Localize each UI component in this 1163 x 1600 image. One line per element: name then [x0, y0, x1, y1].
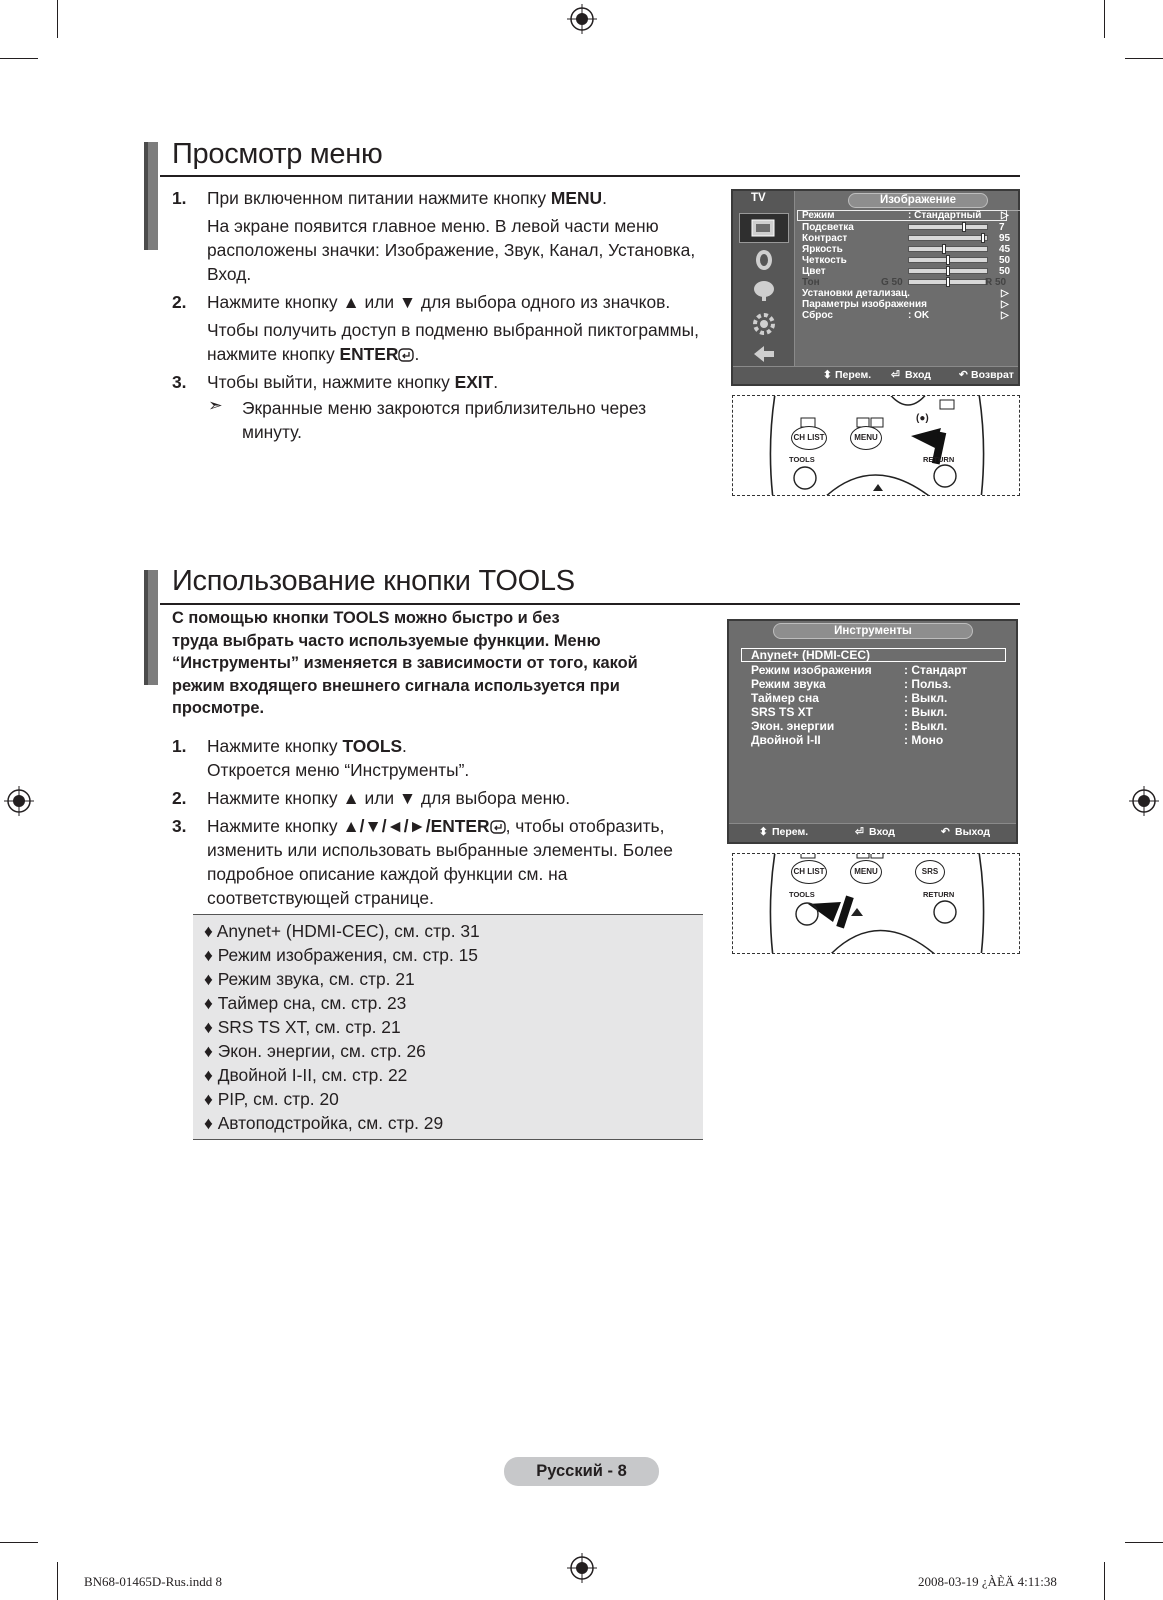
enter-icon: ⏎: [855, 826, 864, 838]
return-label: RETURN: [923, 890, 955, 899]
step-number: 2.: [172, 292, 187, 312]
step-text: .: [493, 372, 499, 392]
osd-slider-knob: [946, 255, 950, 265]
tools-label: TOOLS: [789, 890, 815, 899]
tools-step-3-detail: изменить или использовать выбранные элементы. Более: [207, 840, 673, 860]
osd-row-label: Параметры изображения: [802, 299, 927, 310]
enter-icon: ⏎: [891, 369, 900, 381]
osd-tv-label: TV: [751, 192, 766, 204]
ch-list-button[interactable]: CH LIST: [791, 860, 827, 884]
step-number: 3.: [172, 372, 187, 392]
tools-step-2-text: Нажмите кнопку ▲ или ▼ для выбора меню.: [207, 788, 571, 808]
enter-icon: [490, 820, 506, 834]
registration-mark-icon: [1129, 786, 1159, 816]
page-number-badge: Русский - 8: [504, 1457, 659, 1486]
reference-item: ♦ Автоподстройка, см. стр. 29: [204, 1113, 444, 1133]
key-name: ENTER: [339, 344, 399, 364]
mute-icon: (●): [916, 413, 929, 424]
osd-row-value: 50: [999, 255, 1011, 266]
setup-gear-icon: [751, 311, 777, 337]
remote-illustration-tools: [732, 853, 1020, 954]
osd-footer-return: Возврат: [971, 369, 1014, 381]
intro-text: труда выбрать часто используемые функции. Меню: [172, 632, 601, 650]
step-2-detail: [207, 342, 419, 366]
step-text: Чтобы выйти, нажмите кнопку: [207, 372, 455, 392]
osd-row-value: 7: [999, 222, 1005, 233]
osd-row-value: : Выкл.: [904, 691, 948, 705]
step-number: 1.: [172, 736, 187, 756]
step-3-text: [207, 370, 498, 394]
crop-mark: [0, 1542, 38, 1543]
intro-text: режим входящего внешнего сигнала используется при: [172, 677, 620, 695]
step-text: .: [414, 344, 420, 364]
osd-slider: [908, 235, 988, 241]
osd-row-value: 50: [999, 266, 1011, 277]
reference-item: ♦ Режим звука, см. стр. 21: [204, 969, 415, 989]
channel-icon: [751, 279, 777, 303]
enter-icon: [398, 348, 414, 362]
osd-row-arrow-icon: ▷: [1001, 210, 1009, 221]
intro-text: “Инструменты” изменяется в зависимости от того, какой: [172, 654, 638, 672]
intro-text: С помощью кнопки TOOLS можно быстро и без: [172, 609, 560, 627]
step-text: .: [602, 188, 607, 208]
reference-item: ♦ SRS TS XT, см. стр. 21: [204, 1017, 401, 1037]
step-number: 3.: [172, 816, 187, 836]
section-title-menu: Просмотр меню: [172, 138, 383, 170]
osd-row-label: Экон. энергии: [751, 719, 835, 733]
osd-row-label: Цвет: [802, 266, 826, 277]
step-text: , чтобы отобразить,: [505, 816, 665, 836]
step-number: 2.: [172, 788, 187, 808]
osd-row-label: Таймер сна: [751, 691, 819, 705]
osd-row-label-disabled: Тон: [802, 277, 820, 288]
osd-row-value: 45: [999, 244, 1011, 255]
osd-footer-move: Перем.: [835, 369, 872, 381]
osd-row-label: Контраст: [802, 233, 848, 244]
osd-slider: [908, 268, 988, 274]
key-name: TOOLS: [342, 736, 403, 756]
osd-row-value: : Выкл.: [904, 719, 948, 733]
osd-row-label: Режим: [802, 210, 835, 221]
step-1-detail: расположены значки: Изображение, Звук, Канал, Установка,: [207, 240, 696, 260]
crop-mark: [1104, 0, 1105, 38]
move-updown-icon: ⬍: [759, 826, 768, 838]
step-text: Нажмите кнопку: [207, 736, 343, 756]
return-label: RETURN: [923, 455, 955, 464]
osd-footer: [729, 823, 1016, 842]
section-title-tools: Использование кнопки TOOLS: [172, 565, 575, 597]
step-1-text: [207, 186, 607, 210]
reference-item: ♦ PIP, см. стр. 20: [204, 1089, 339, 1109]
key-name: MENU: [550, 188, 603, 208]
osd-row-label: Сброс: [802, 310, 833, 321]
osd-row-label: Четкость: [802, 255, 847, 266]
osd-tint-g: G 50: [881, 277, 903, 288]
osd-picture-menu: [731, 189, 1020, 386]
return-icon: ↶: [941, 826, 950, 838]
section-marker-bar: [144, 142, 158, 250]
input-icon: [751, 343, 777, 365]
osd-slider: [908, 279, 988, 285]
crop-mark: [1125, 1542, 1163, 1543]
section-marker-bar: [144, 570, 158, 685]
sound-icon: [753, 248, 775, 272]
osd-row-label: Установки детализац.: [802, 288, 910, 299]
osd-tools-menu: [727, 619, 1018, 844]
osd-row-label: Anynet+ (HDMI-CEC): [751, 648, 870, 662]
osd-row-arrow-icon: ▷: [1001, 299, 1009, 310]
reference-item: ♦ Anynet+ (HDMI-CEC), см. стр. 31: [204, 921, 480, 941]
osd-row-label: Режим звука: [751, 677, 826, 691]
osd-row-value: : Моно: [904, 733, 944, 747]
crop-mark: [57, 1562, 58, 1600]
osd-row-label: Яркость: [802, 244, 843, 255]
osd-row-label: SRS TS XT: [751, 705, 814, 719]
osd-row-label: Подсветка: [802, 222, 854, 233]
tools-step-3-detail: подробное описание каждой функции см. на: [207, 864, 568, 884]
reference-item: ♦ Двойной I-II, см. стр. 22: [204, 1065, 408, 1085]
remote-illustration-menu: [732, 395, 1020, 496]
step-2-text: Нажмите кнопку ▲ или ▼ для выбора одного из значков.: [207, 292, 671, 312]
registration-mark-icon: [567, 4, 597, 34]
tools-step-1-text: [207, 734, 407, 758]
osd-row-value: : Стандарт: [904, 663, 968, 677]
osd-row-value: : Польз.: [904, 677, 952, 691]
osd-row-label: Режим изображения: [751, 663, 872, 677]
osd-slider: [908, 246, 988, 252]
osd-slider-knob: [981, 233, 985, 243]
osd-footer-enter: Вход: [905, 369, 931, 381]
note-text: минуту.: [242, 422, 302, 442]
osd-slider-knob: [942, 244, 946, 254]
step-text: При включенном питании нажмите кнопку: [207, 188, 551, 208]
osd-tint-r: R 50: [985, 277, 1007, 288]
menu-button[interactable]: MENU: [850, 426, 882, 450]
step-2-detail: Чтобы получить доступ в подменю выбранной пиктограммы,: [207, 320, 699, 340]
osd-header: Изображение: [848, 193, 988, 208]
osd-slider-knob: [946, 277, 950, 287]
osd-slider: [908, 224, 988, 230]
osd-row-value: : OK: [908, 310, 930, 321]
registration-mark-icon: [567, 1553, 597, 1583]
osd-slider-knob: [946, 266, 950, 276]
osd-row-value: : Выкл.: [904, 705, 948, 719]
step-text: .: [402, 736, 407, 756]
reference-item: ♦ Режим изображения, см. стр. 15: [204, 945, 478, 965]
reference-item: ♦ Экон. энергии, см. стр. 26: [204, 1041, 426, 1061]
osd-row-arrow-icon: ▷: [1001, 310, 1009, 321]
osd-slider: [908, 257, 988, 263]
tools-step-3-text: [207, 814, 664, 838]
note-arrow-icon: ➣: [208, 395, 223, 415]
section-rule: [160, 175, 1020, 177]
osd-row-arrow-icon: ▷: [1001, 288, 1009, 299]
file-slug: BN68-01465D-Rus.indd 8: [84, 1574, 222, 1589]
osd-row-label: Двойной I-II: [751, 733, 821, 747]
osd-footer-enter: Вход: [869, 826, 895, 838]
picture-icon: [750, 217, 776, 239]
step-1-detail: На экране появится главное меню. В левой части меню: [207, 216, 659, 236]
page-reference-box: [193, 914, 703, 1140]
osd-footer: [733, 366, 1018, 384]
reference-item: ♦ Таймер сна, см. стр. 23: [204, 993, 407, 1013]
ch-list-button[interactable]: CH LIST: [791, 426, 827, 450]
crop-mark: [57, 0, 58, 38]
registration-mark-icon: [4, 786, 34, 816]
osd-slider-knob: [962, 222, 966, 232]
step-text: Нажмите кнопку: [207, 816, 343, 836]
section-rule: [160, 603, 1020, 605]
move-updown-icon: ⬍: [823, 369, 832, 381]
intro-text: просмотре.: [172, 699, 265, 717]
step-1-detail: Вход.: [207, 264, 252, 284]
osd-header: Инструменты: [773, 623, 973, 639]
print-timestamp: 2008-03-19 ¿ÀÈÄ 4:11:38: [918, 1574, 1057, 1589]
step-number: 1.: [172, 188, 187, 208]
tools-step-3-detail: соответствующей странице.: [207, 888, 434, 908]
crop-mark: [0, 58, 38, 59]
osd-row-value: 95: [999, 233, 1011, 244]
osd-footer-move: Перем.: [772, 826, 809, 838]
step-text: нажмите кнопку: [207, 344, 340, 364]
note-text: Экранные меню закроются приблизительно через: [242, 398, 647, 418]
osd-footer-exit: Выход: [955, 826, 991, 838]
srs-button[interactable]: SRS: [915, 860, 945, 884]
tools-step-1-detail: Откроется меню “Инструменты”.: [207, 760, 470, 780]
tools-label: TOOLS: [789, 455, 815, 464]
crop-mark: [1125, 58, 1163, 59]
crop-mark: [1104, 1562, 1105, 1600]
menu-button[interactable]: MENU: [850, 860, 882, 884]
key-name: ▲/▼/◄/►/ENTER: [342, 816, 490, 836]
osd-row-value: : Стандартный: [908, 210, 982, 221]
return-icon: ↶: [959, 369, 968, 381]
key-name: EXIT: [454, 372, 494, 392]
